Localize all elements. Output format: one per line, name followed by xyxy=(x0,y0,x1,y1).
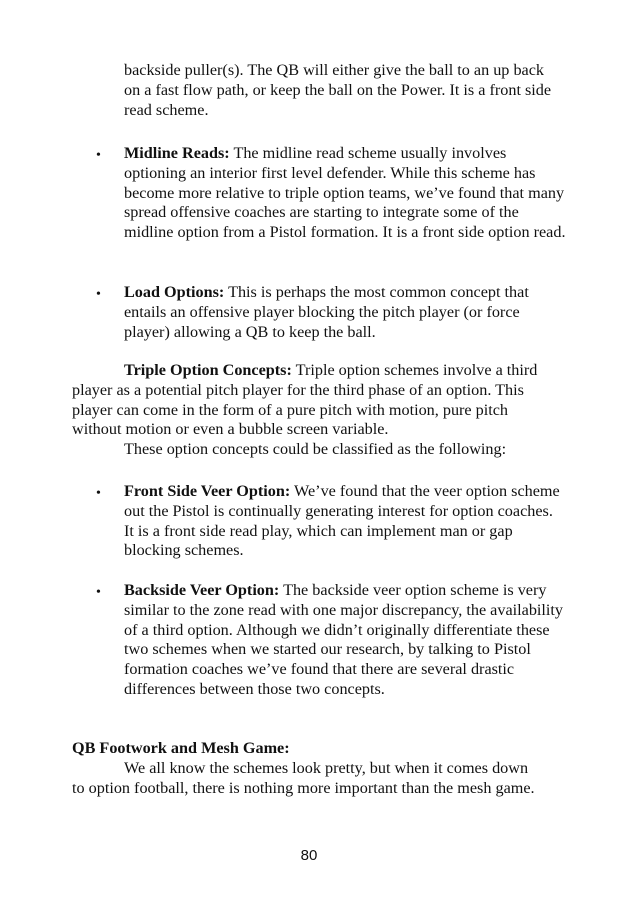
bullet-term: Midline Reads: xyxy=(124,144,230,162)
bullet-text: The backside veer option scheme is very similar to the zone read with one major discrepancy, the availability of a third option. Although we didn’t originally differentiate these two schemes when we started our research, by talking to Pistol formation coaches we’ve found that there are several drastic differences between those two concepts. xyxy=(124,581,564,698)
bullet-text: This is perhaps the most common concept that entails an offensive player blocking the pitch player (or force player) allowing a QB to keep the ball. xyxy=(124,283,529,341)
paragraph-term: Triple Option Concepts: xyxy=(124,361,292,379)
paragraph-followup: These option concepts could be classified as the following: xyxy=(124,440,507,459)
paragraph-text: Triple option schemes involve a third player as a potential pitch player for the third phase of an option. This player can come in the form of a pure pitch with motion, pure pitch without motion or even a bubble screen variable. xyxy=(72,361,538,439)
bullet-icon: • xyxy=(96,486,101,501)
continuation-paragraph: backside puller(s). The QB will either give the ball to an up back on a fast flow path, or keep the ball on the Power. It is a front side read scheme. xyxy=(124,61,552,119)
bullet-text: We’ve found that the veer option scheme out the Pistol is continually generating interest for option coaches. It is a front side read play, which can implement man or gap blocking schemes. xyxy=(124,482,560,560)
triple-option-paragraph xyxy=(72,361,542,460)
bullet-term: Load Options: xyxy=(124,283,225,301)
bullet-load-options xyxy=(124,283,566,342)
bullet-icon: • xyxy=(96,585,101,600)
bullet-midline-reads xyxy=(124,144,566,243)
section-heading: QB Footwork and Mesh Game: xyxy=(72,739,290,757)
page-number: 80 xyxy=(300,847,318,864)
bullet-icon: • xyxy=(96,287,101,302)
section-paragraph: We all know the schemes look pretty, but when it comes down to option football, there is nothing more important than the mesh game. xyxy=(72,759,535,797)
bullet-term: Front Side Veer Option: xyxy=(124,482,291,500)
bullet-backside-veer xyxy=(124,581,566,700)
bullet-icon: • xyxy=(96,148,101,163)
bullet-term: Backside Veer Option: xyxy=(124,581,280,599)
bullet-text: The midline read scheme usually involves optioning an interior first level defender. While this scheme has become more relative to triple option teams, we’ve found that many spread offensive coaches are starting to integrate some of the midline option from a Pistol formation. It is a front side option read. xyxy=(124,144,566,242)
bullet-front-side-veer xyxy=(124,482,566,561)
